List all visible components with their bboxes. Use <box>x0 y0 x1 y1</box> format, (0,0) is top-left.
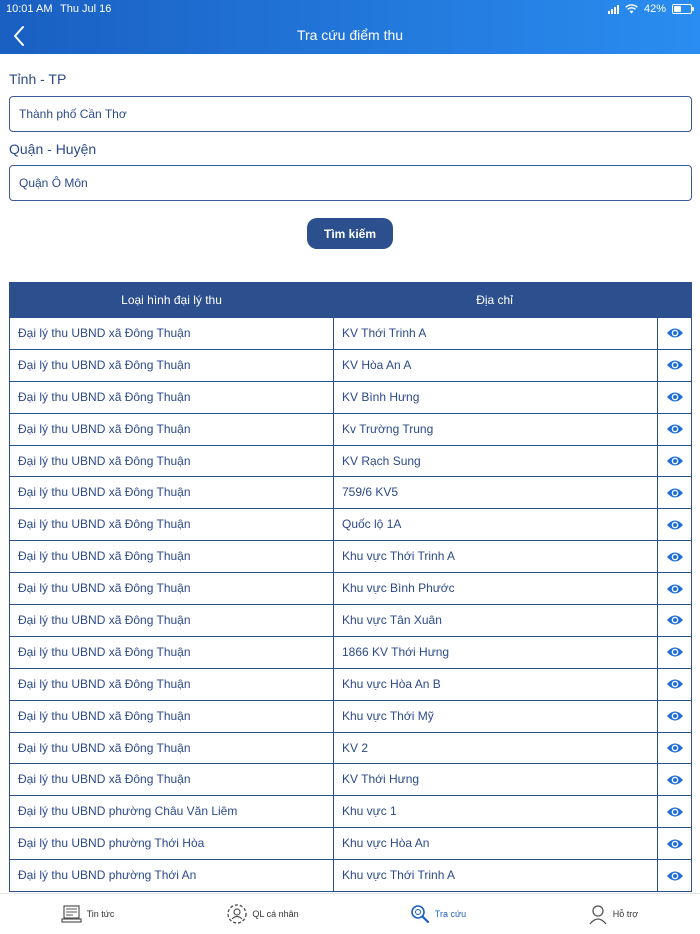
app-header <box>0 0 700 54</box>
eye-icon <box>666 646 684 658</box>
tab-personal[interactable] <box>175 894 350 934</box>
column-header-type: Loại hình đại lý thu <box>121 293 222 307</box>
tab-support-label: Hỗ trợ <box>612 909 639 919</box>
province-field[interactable]: Thành phố Cần Thơ <box>9 96 692 132</box>
eye-icon <box>666 487 684 499</box>
table-row <box>10 701 691 733</box>
agent-type-cell: Đại lý thu UBND phường Thới Hòa <box>10 828 334 859</box>
table-row <box>10 637 691 669</box>
view-detail-button[interactable] <box>658 382 691 413</box>
table-row <box>10 446 691 478</box>
table-row <box>10 477 691 509</box>
eye-icon <box>666 327 684 339</box>
address-cell: Khu vực Hòa An <box>334 828 658 859</box>
address-cell: KV Thới Trinh A <box>334 318 658 349</box>
district-label: Quận - Huyện <box>9 141 97 157</box>
eye-icon <box>666 838 684 850</box>
personal-settings-icon <box>226 903 248 925</box>
eye-icon <box>666 710 684 722</box>
view-detail-button[interactable] <box>658 414 691 445</box>
address-cell: KV Hòa An A <box>334 350 658 381</box>
address-cell: Khu vực Thới Mỹ <box>334 701 658 732</box>
table-row <box>10 764 691 796</box>
tab-lookup-label: Tra cứu <box>434 909 467 919</box>
table-row <box>10 733 691 765</box>
table-row <box>10 860 691 892</box>
table-row <box>10 573 691 605</box>
tab-lookup[interactable] <box>350 894 525 934</box>
agent-type-cell: Đại lý thu UBND phường Châu Văn Liêm <box>10 796 334 827</box>
view-detail-button[interactable] <box>658 733 691 764</box>
address-cell: Khu vực Tân Xuân <box>334 605 658 636</box>
agent-type-cell: Đại lý thu UBND xã Đông Thuận <box>10 477 334 508</box>
view-detail-button[interactable] <box>658 701 691 732</box>
results-table <box>9 282 692 892</box>
agent-type-cell: Đại lý thu UBND xã Đông Thuận <box>10 669 334 700</box>
status-indicators <box>608 3 692 15</box>
view-detail-button[interactable] <box>658 860 691 891</box>
column-header-address: Địa chỉ <box>476 293 513 307</box>
agent-type-cell: Đại lý thu UBND phường Thới An <box>10 860 334 891</box>
agent-type-cell: Đại lý thu UBND xã Đông Thuận <box>10 605 334 636</box>
table-row <box>10 318 691 350</box>
view-detail-button[interactable] <box>658 828 691 859</box>
agent-type-cell: Đại lý thu UBND xã Đông Thuận <box>10 541 334 572</box>
address-cell: KV 2 <box>334 733 658 764</box>
table-body <box>10 318 691 892</box>
eye-icon <box>666 774 684 786</box>
table-row <box>10 382 691 414</box>
agent-type-cell: Đại lý thu UBND xã Đông Thuận <box>10 318 334 349</box>
view-detail-button[interactable] <box>658 573 691 604</box>
table-row <box>10 509 691 541</box>
table-row <box>10 414 691 446</box>
view-detail-button[interactable] <box>658 509 691 540</box>
eye-icon <box>666 806 684 818</box>
table-row <box>10 541 691 573</box>
agent-type-cell: Đại lý thu UBND xã Đông Thuận <box>10 414 334 445</box>
page-title: Tra cứu điểm thu <box>296 27 404 43</box>
view-detail-button[interactable] <box>658 637 691 668</box>
status-time: 10:01 AM <box>6 3 53 15</box>
view-detail-button[interactable] <box>658 541 691 572</box>
eye-icon <box>666 870 684 882</box>
eye-icon <box>666 742 684 754</box>
eye-icon <box>666 614 684 626</box>
view-detail-button[interactable] <box>658 350 691 381</box>
eye-icon <box>666 359 684 371</box>
address-cell: Khu vực Thới Trinh A <box>334 860 658 891</box>
battery-percent: 42% <box>643 3 666 15</box>
address-cell: Kv Trường Trung <box>334 414 658 445</box>
search-button[interactable]: Tìm kiếm <box>307 218 393 249</box>
view-detail-button[interactable] <box>658 446 691 477</box>
column-header-action <box>656 283 691 318</box>
address-cell: KV Rạch Sung <box>334 446 658 477</box>
support-icon <box>587 903 609 925</box>
status-date: Thu Jul 16 <box>60 3 112 15</box>
bottom-tab-bar <box>0 893 700 934</box>
table-header <box>10 283 691 318</box>
tab-news-label: Tin tức <box>86 909 115 919</box>
table-row <box>10 796 691 828</box>
table-row <box>10 350 691 382</box>
view-detail-button[interactable] <box>658 605 691 636</box>
address-cell: Khu vực Bình Phước <box>334 573 658 604</box>
news-icon <box>61 904 83 924</box>
eye-icon <box>666 455 684 467</box>
eye-icon <box>666 391 684 403</box>
agent-type-cell: Đại lý thu UBND xã Đông Thuận <box>10 382 334 413</box>
eye-icon <box>666 519 684 531</box>
agent-type-cell: Đại lý thu UBND xã Đông Thuận <box>10 509 334 540</box>
agent-type-cell: Đại lý thu UBND xã Đông Thuận <box>10 573 334 604</box>
view-detail-button[interactable] <box>658 318 691 349</box>
battery-icon <box>672 4 692 14</box>
address-cell: KV Bình Hưng <box>334 382 658 413</box>
agent-type-cell: Đại lý thu UBND xã Đông Thuận <box>10 637 334 668</box>
address-cell: 1866 KV Thới Hưng <box>334 637 658 668</box>
search-lookup-icon <box>409 903 431 925</box>
view-detail-button[interactable] <box>658 477 691 508</box>
eye-icon <box>666 551 684 563</box>
cellular-signal-icon <box>608 5 619 14</box>
view-detail-button[interactable] <box>658 764 691 795</box>
address-cell: Khu vực Hòa An B <box>334 669 658 700</box>
agent-type-cell: Đại lý thu UBND xã Đông Thuận <box>10 701 334 732</box>
table-row <box>10 828 691 860</box>
agent-type-cell: Đại lý thu UBND xã Đông Thuận <box>10 764 334 795</box>
table-row <box>10 669 691 701</box>
address-cell: Khu vực 1 <box>334 796 658 827</box>
view-detail-button[interactable] <box>658 669 691 700</box>
eye-icon <box>666 678 684 690</box>
address-cell: Quốc lộ 1A <box>334 509 658 540</box>
status-bar <box>0 0 700 18</box>
address-cell: Khu vực Thới Trinh A <box>334 541 658 572</box>
eye-icon <box>666 423 684 435</box>
view-detail-button[interactable] <box>658 796 691 827</box>
district-field[interactable]: Quận Ô Môn <box>9 165 692 201</box>
agent-type-cell: Đại lý thu UBND xã Đông Thuận <box>10 446 334 477</box>
eye-icon <box>666 583 684 595</box>
address-cell: KV Thới Hưng <box>334 764 658 795</box>
tab-support[interactable] <box>525 894 700 934</box>
table-row <box>10 605 691 637</box>
agent-type-cell: Đại lý thu UBND xã Đông Thuận <box>10 733 334 764</box>
tab-news[interactable] <box>0 894 175 934</box>
province-label: Tỉnh - TP <box>9 71 67 87</box>
tab-personal-label: QL cá nhân <box>252 909 299 919</box>
wifi-icon <box>625 4 638 14</box>
address-cell: 759/6 KV5 <box>334 477 658 508</box>
agent-type-cell: Đại lý thu UBND xã Đông Thuận <box>10 350 334 381</box>
